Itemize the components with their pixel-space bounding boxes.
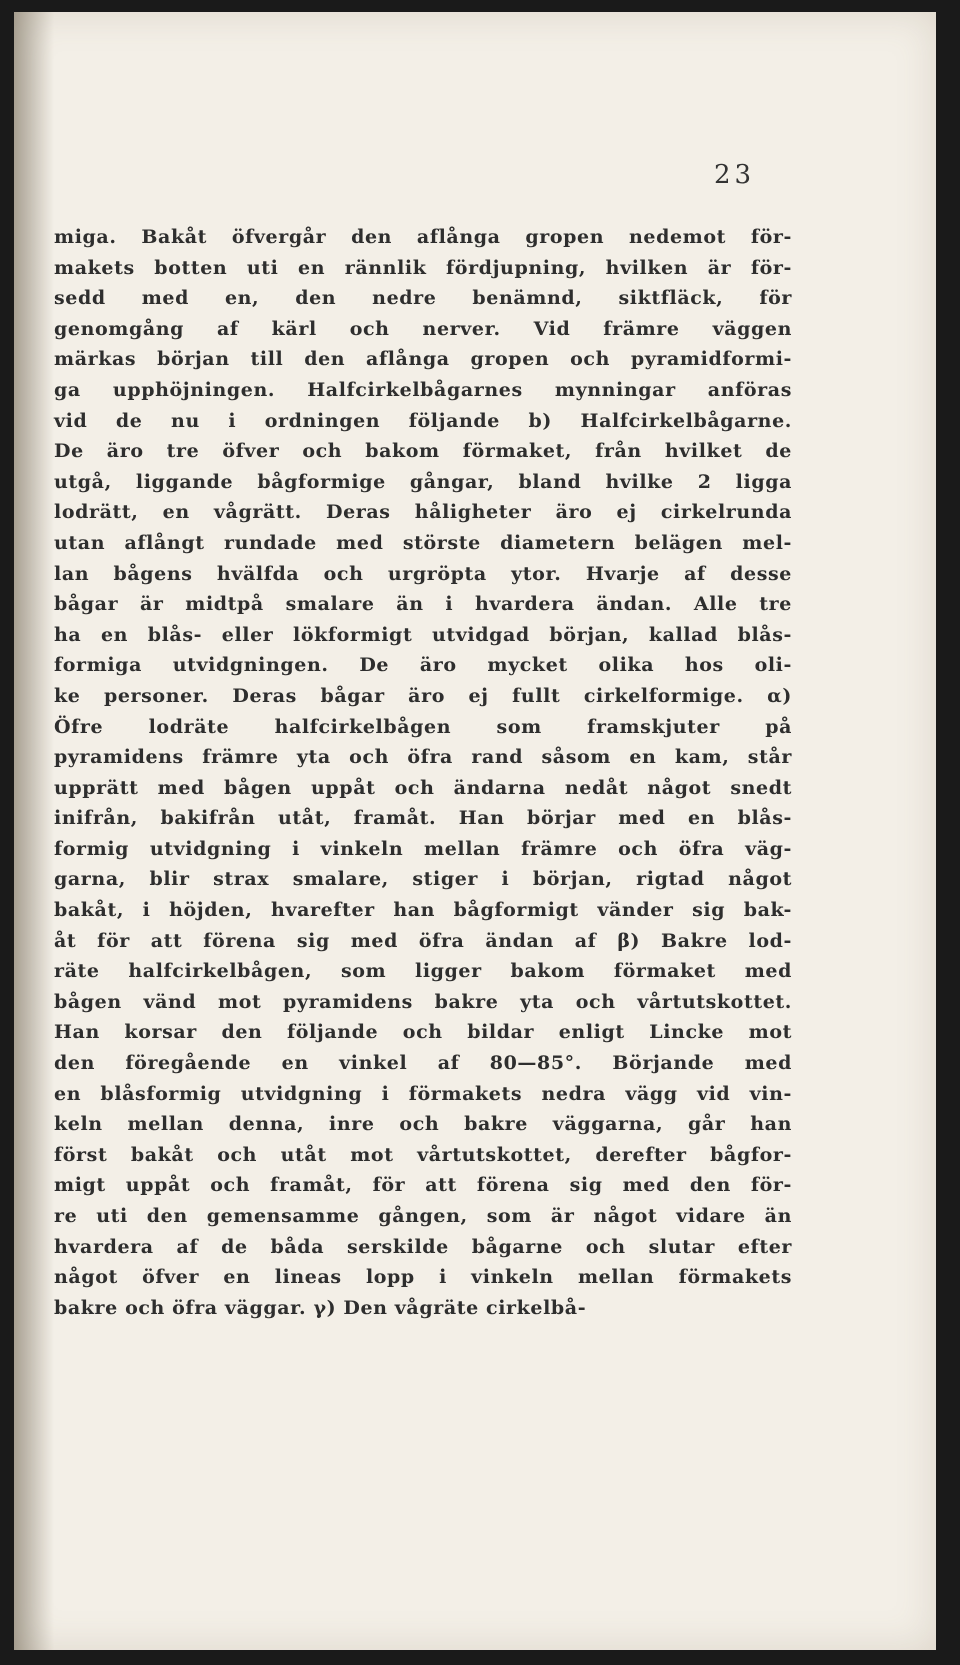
- text-line: Öfre lodräte halfcirkelbågen som framskjuter på: [54, 715, 792, 738]
- text-line: migt uppåt och framåt, för att förena sig med den för-: [54, 1174, 792, 1197]
- text-line: bågar är midtpå smalare än i hvardera ändan. Alle tre: [54, 593, 792, 616]
- text-line: formig utvidgning i vinkeln mellan främre och öfra väg-: [54, 837, 792, 860]
- page-number: 23: [714, 160, 756, 190]
- text-line: bakåt, i höjden, hvarefter han bågformigt vänder sig bak-: [54, 899, 792, 922]
- text-line: bakre och öfra väggar. γ) Den vågräte cirkelbå-: [54, 1296, 587, 1319]
- text-line: garna, blir strax smalare, stiger i början, rigtad något: [54, 868, 792, 891]
- text-line: formiga utvidgningen. De äro mycket olika hos oli-: [54, 654, 792, 677]
- text-line: märkas början till den aflånga gropen och pyramidformi-: [54, 348, 792, 371]
- text-line: utgå, liggande bågformige gångar, bland hvilke 2 ligga: [54, 470, 792, 493]
- text-line: Han korsar den följande och bildar enligt Lincke mot: [54, 1021, 792, 1044]
- text-line: genomgång af kärl och nerver. Vid främre väggen: [54, 317, 792, 340]
- text-line: något öfver en lineas lopp i vinkeln mellan förmakets: [54, 1266, 792, 1289]
- text-line: den föregående en vinkel af 80—85°. Börjande med: [54, 1052, 792, 1075]
- text-line: keln mellan denna, inre och bakre väggarna, går han: [54, 1113, 792, 1136]
- text-line: lan bågens hvälfda och urgröpta ytor. Hvarje af desse: [54, 562, 792, 585]
- text-line: hvardera af de båda serskilde bågarne och slutar efter: [54, 1235, 792, 1258]
- text-line: sedd med en, den nedre benämnd, siktfläck, för: [54, 287, 792, 310]
- text-line: vid de nu i ordningen följande b) Halfcirkelbågarne.: [54, 409, 792, 432]
- book-page: [14, 12, 936, 1650]
- text-line: pyramidens främre yta och öfra rand såsom en kam, står: [54, 746, 792, 769]
- text-line: inifrån, bakifrån utåt, framåt. Han börjar med en blås-: [54, 807, 792, 830]
- text-line: åt för att förena sig med öfra ändan af β) Bakre lod-: [54, 929, 792, 952]
- text-line: utan aflångt rundade med störste diametern belägen mel-: [54, 531, 792, 554]
- text-line: ga upphöjningen. Halfcirkelbågarnes mynningar anföras: [54, 378, 792, 401]
- text-line: ke personer. Deras bågar äro ej fullt cirkelformige. α): [54, 684, 792, 707]
- text-line: bågen vänd mot pyramidens bakre yta och vårtutskottet.: [54, 990, 792, 1013]
- body-text: [54, 222, 792, 1323]
- text-line: ha en blås- eller lökformigt utvidgad början, kallad blås-: [54, 623, 792, 646]
- text-line: re uti den gemensamme gången, som är något vidare än: [54, 1205, 792, 1227]
- text-line: en blåsformig utvidgning i förmakets nedra vägg vid vin-: [54, 1082, 792, 1105]
- text-line: miga. Bakåt öfvergår den aflånga gropen nedemot för-: [54, 226, 792, 248]
- text-line: upprätt med bågen uppåt och ändarna nedåt något snedt: [54, 776, 792, 799]
- text-line: först bakåt och utåt mot vårtutskottet, derefter bågfor-: [54, 1143, 792, 1166]
- text-line: De äro tre öfver och bakom förmaket, från hvilket de: [54, 440, 792, 463]
- text-line: lodrätt, en vågrätt. Deras håligheter äro ej cirkelrunda: [54, 501, 792, 524]
- page-gutter-shadow: [14, 12, 54, 1650]
- text-line: makets botten uti en rännlik fördjupning, hvilken är för-: [54, 256, 792, 279]
- text-line: räte halfcirkelbågen, som ligger bakom förmaket med: [54, 960, 792, 983]
